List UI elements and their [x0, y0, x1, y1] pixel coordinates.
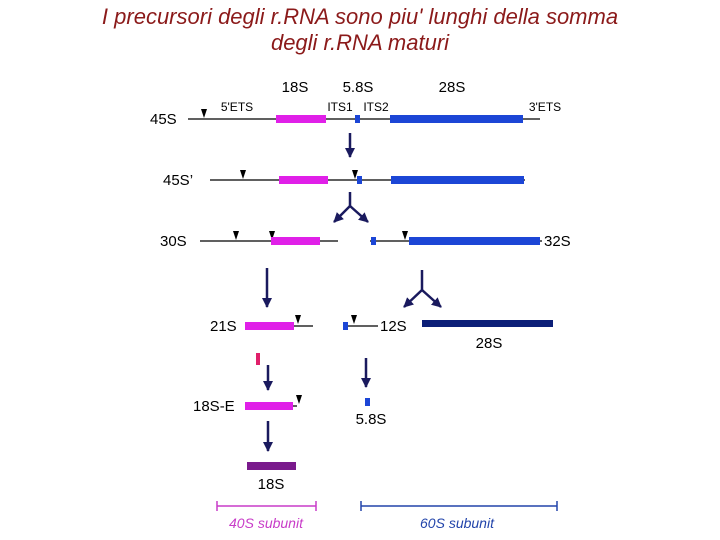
title-line-2: degli r.RNA maturi — [270, 30, 450, 55]
label-32S: 32S — [544, 233, 571, 250]
mature-28S — [422, 320, 553, 352]
label-its1: ITS1 — [327, 100, 353, 114]
segment-28S-mature — [422, 320, 553, 327]
segment-18S-mature — [247, 462, 296, 470]
cleavage-site-marker — [201, 109, 207, 118]
cleavage-site-marker — [402, 231, 408, 240]
precursor-18S-E — [193, 395, 302, 415]
label-28S-header: 28S — [438, 79, 466, 96]
precursor-45S-prime — [163, 170, 525, 189]
label-5-8S-mature: 5.8S — [355, 411, 387, 428]
cleavage-site-marker — [351, 315, 357, 324]
label-30S: 30S — [160, 233, 187, 250]
segment-5-8S — [357, 176, 362, 184]
split-arrow-45Sprime — [334, 192, 368, 222]
label-18S-mature: 18S — [257, 476, 285, 493]
precursor-12S — [343, 315, 407, 335]
segment-18S — [279, 176, 328, 184]
segment-5-8S — [355, 115, 360, 123]
label-5-8S-header: 5.8S — [342, 79, 374, 96]
segment-28S — [391, 176, 524, 184]
cleavage-site-marker — [240, 170, 246, 179]
bracket-40S-subunit — [217, 501, 316, 531]
split-arrow-32S — [404, 270, 441, 307]
segment-28S — [390, 115, 523, 123]
precursor-21S — [210, 315, 313, 335]
label-21S: 21S — [210, 318, 237, 335]
label-its2: ITS2 — [363, 100, 389, 114]
label-12S: 12S — [380, 318, 407, 335]
label-45S: 45S — [150, 111, 177, 128]
label-3-ets: 3'ETS — [528, 100, 562, 114]
segment-5-8S-mature — [365, 398, 370, 406]
segment-5-8S — [343, 322, 348, 330]
mature-5-8S — [356, 398, 387, 428]
label-40S-subunit: 40S subunit — [229, 515, 303, 531]
released-fragment-marker — [256, 353, 260, 365]
mature-18S — [247, 462, 296, 493]
title-line-1: I precursori degli r.RNA sono piu' lunghi della somma — [101, 4, 619, 29]
label-60S-subunit: 60S subunit — [420, 515, 494, 531]
label-5-ets: 5'ETS — [220, 100, 254, 114]
cleavage-site-marker — [295, 315, 301, 324]
cleavage-site-marker — [233, 231, 239, 240]
segment-18S — [271, 237, 320, 245]
segment-18S — [276, 115, 326, 123]
precursor-32S — [370, 231, 571, 250]
precursor-30S — [160, 231, 338, 250]
label-18S-E: 18S-E — [193, 398, 235, 415]
segment-5-8S — [371, 237, 376, 245]
label-28S-mature: 28S — [475, 335, 503, 352]
segment-18S — [245, 402, 293, 410]
cleavage-site-marker — [296, 395, 302, 404]
segment-18S — [245, 322, 294, 330]
label-18S-header: 18S — [281, 79, 309, 96]
segment-28S — [409, 237, 540, 245]
bracket-60S-subunit — [361, 501, 557, 531]
label-45S-prime: 45S’ — [163, 172, 194, 189]
